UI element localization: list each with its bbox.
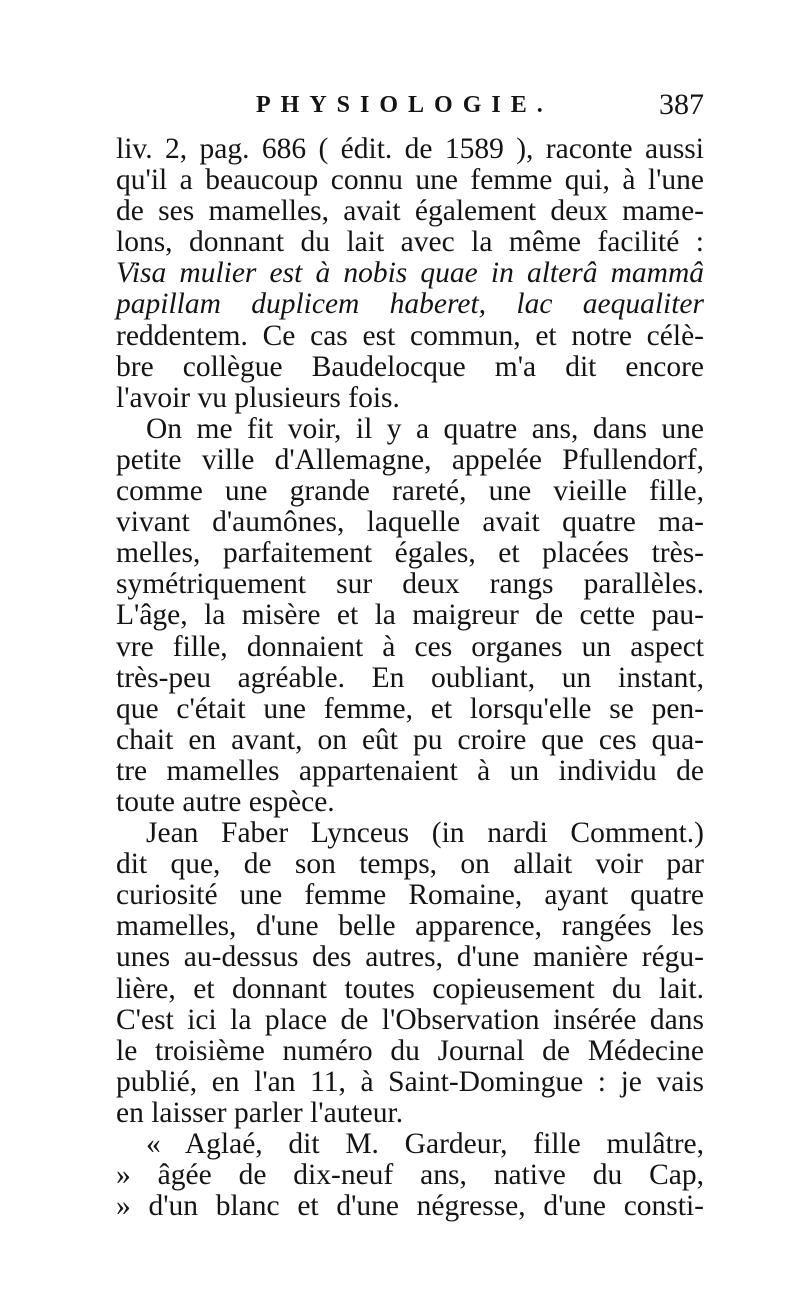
text-line-latin-quote: papillam duplicem haberet, lac aequaliter — [116, 288, 704, 321]
text-line: » d'un blanc et d'une négresse, d'une consti- — [116, 1190, 704, 1223]
text-line: publié, en l'an 11, à Saint-Domingue : je vais — [116, 1065, 704, 1098]
text-line: comme une grande rareté, une vieille fille, — [116, 475, 704, 508]
page-header — [116, 88, 704, 134]
text-line: qu'il a beaucoup connu une femme qui, à l'une — [116, 164, 704, 197]
text-line: de ses mamelles, avait également deux mame- — [116, 195, 704, 228]
text-line: vivant d'aumônes, laquelle avait quatre ma- — [116, 506, 704, 539]
text-line-latin-quote: Visa mulier est à nobis quae in alterâ mammâ — [116, 257, 704, 290]
running-head: PHYSIOLOGIE. — [256, 92, 553, 118]
text-line: vre fille, donnaient à ces organes un aspect — [116, 630, 704, 663]
text-line: mamelles, d'une belle apparence, rangées les — [116, 910, 704, 943]
text-line: bre collègue Baudelocque m'a dit encore — [116, 350, 704, 383]
page-number: 387 — [659, 88, 704, 121]
text-line: unes au-dessus des autres, d'une manière régu- — [116, 941, 704, 974]
text-line: que c'était une femme, et lorsqu'elle se pen- — [116, 692, 704, 725]
text-line: tre mamelles appartenaient à un individu de — [116, 754, 704, 787]
text-line: l'avoir vu plusieurs fois. — [116, 381, 400, 414]
text-line: très-peu agréable. En oubliant, un instant, — [116, 661, 704, 694]
text-line: C'est ici la place de l'Observation insérée dans — [116, 1003, 704, 1036]
text-line: melles, parfaitement égales, et placées très- — [116, 537, 704, 570]
text-line: curiosité une femme Romaine, ayant quatre — [116, 879, 704, 912]
text-line: toute autre espèce. — [116, 785, 335, 818]
text-line: petite ville d'Allemagne, appelée Pfullendorf, — [116, 443, 704, 476]
body-text — [116, 134, 704, 1222]
text-line: lons, donnant du lait avec la même facilité : — [116, 226, 704, 259]
text-line: dit que, de son temps, on allait voir par — [116, 848, 704, 881]
text-line: lière, et donnant toutes copieusement du lait. — [116, 972, 704, 1005]
text-line: reddentem. Ce cas est commun, et notre célè- — [116, 319, 704, 352]
paragraph-start: « Aglaé, dit M. Gardeur, fille mulâtre, — [146, 1128, 704, 1160]
text-line: liv. 2, pag. 686 ( édit. de 1589 ), raconte aussi — [116, 133, 704, 165]
paragraph-start: Jean Faber Lynceus (in nardi Comment.) — [146, 817, 704, 850]
text-line: » âgée de dix-neuf ans, native du Cap, — [116, 1159, 704, 1192]
text-line: symétriquement sur deux rangs parallèles. — [116, 568, 704, 601]
text-line: en laisser parler l'auteur. — [116, 1096, 404, 1129]
paragraph-start: On me fit voir, il y a quatre ans, dans une — [146, 412, 704, 445]
text-line: le troisième numéro du Journal de Médecine — [116, 1034, 704, 1067]
text-line: chait en avant, on eût pu croire que ces qua- — [116, 723, 704, 756]
text-line: L'âge, la misère et la maigreur de cette pau- — [116, 599, 704, 632]
